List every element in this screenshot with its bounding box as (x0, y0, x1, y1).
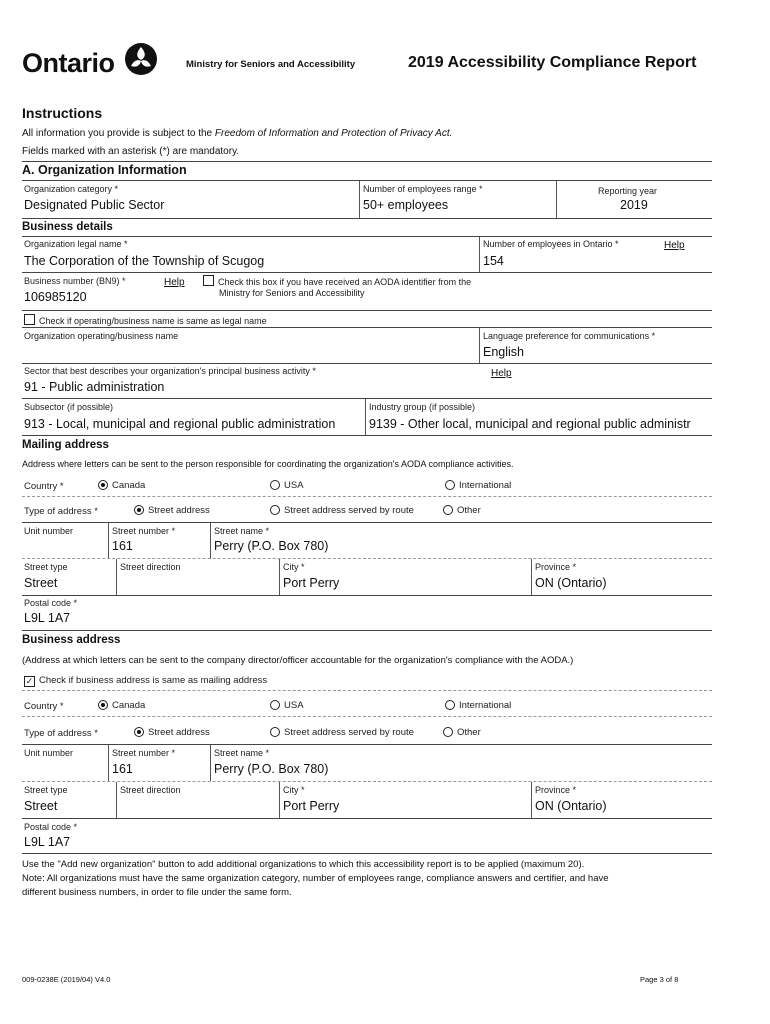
business-street-type-value[interactable]: Street (24, 799, 58, 813)
mailing-type-route-label: Street address served by route (284, 505, 414, 516)
org-category-value[interactable]: Designated Public Sector (24, 198, 165, 212)
mailing-street-type-label: Street type (24, 562, 68, 572)
mailing-postal-label: Postal code * (24, 598, 78, 608)
business-country-canada-label: Canada (112, 700, 146, 711)
radio-selected-icon (98, 700, 108, 710)
business-type-other[interactable] (443, 727, 481, 738)
bn-value[interactable]: 106985120 (24, 290, 87, 304)
employees-range-label: Number of employees range * (363, 184, 483, 194)
radio-selected-icon (134, 727, 144, 737)
checkbox-checked-icon: ✓ (25, 676, 34, 686)
radio-icon (270, 727, 280, 737)
business-country-intl-label: International (459, 700, 512, 711)
report-title: 2019 Accessibility Compliance Report (408, 54, 697, 71)
mailing-type-label: Type of address * (24, 506, 98, 517)
mailing-unit-label: Unit number (24, 526, 74, 536)
industry-label: Industry group (if possible) (369, 402, 476, 412)
business-address-desc: (Address at which letters can be sent to the company director/officer accountable for the organization's compliance with the AODA.) (22, 655, 574, 666)
radio-icon (443, 727, 453, 737)
mailing-province-label: Province * (535, 562, 577, 572)
business-country-intl[interactable] (445, 700, 511, 711)
aoda-check-line2: Ministry for Seniors and Accessibility (219, 288, 365, 298)
radio-icon (443, 505, 453, 515)
business-unit-label: Unit number (24, 748, 74, 758)
business-type-street-label: Street address (148, 727, 210, 738)
mailing-type-street-label: Street address (148, 505, 210, 516)
foi-act-name: Freedom of Information and Protection of Privacy Act. (214, 128, 453, 139)
mailing-type-street[interactable] (134, 505, 210, 516)
ontario-employees-value[interactable]: 154 (483, 254, 504, 268)
ontario-employees-label: Number of employees in Ontario * (483, 239, 619, 249)
mailing-street-number-value[interactable]: 161 (112, 539, 133, 553)
checkbox-icon (203, 275, 214, 286)
subsector-label: Subsector (if possible) (24, 402, 114, 412)
business-country-usa[interactable] (270, 700, 304, 711)
legal-name-value[interactable]: The Corporation of the Township of Scugog (24, 254, 265, 268)
radio-icon (270, 505, 280, 515)
mailing-province-value[interactable]: ON (Ontario) (535, 576, 607, 590)
mailing-desc: Address where letters can be sent to the person responsible for coordinating the organization's AODA compliance activities. (22, 459, 514, 469)
mailing-city-value[interactable]: Port Perry (283, 576, 340, 590)
ministry-name: Ministry for Seniors and Accessibility (186, 59, 356, 70)
ontario-logo (22, 48, 115, 79)
mailing-heading: Mailing address (22, 439, 109, 451)
note-add-organization: Use the "Add new organization" button to add additional organizations to which this accessibility report is to be applied (maximum 20). (22, 859, 585, 870)
mailing-postal-value[interactable]: L9L 1A7 (24, 611, 71, 625)
mailing-country-canada-label: Canada (112, 480, 146, 491)
section-a-heading: A. Organization Information (22, 163, 187, 177)
instructions-line2: Fields marked with an asterisk (*) are mandatory. (22, 146, 240, 157)
same-name-checkbox[interactable] (24, 314, 267, 326)
instructions-line1 (22, 128, 452, 139)
sector-label: Sector that best describes your organization's principal business activity * (24, 366, 316, 376)
mailing-type-route[interactable] (270, 505, 414, 516)
note-requirements-line1: Note: All organizations must have the same organization category, number of employees range, compliance answers and certifier, and have (22, 873, 609, 884)
mailing-country-canada[interactable] (98, 480, 145, 491)
mailing-street-number-label: Street number * (112, 526, 176, 536)
business-street-number-value[interactable]: 161 (112, 762, 133, 776)
language-label: Language preference for communications * (483, 331, 656, 341)
business-type-route-label: Street address served by route (284, 727, 414, 738)
business-country-canada[interactable] (98, 700, 145, 711)
same-address-checkbox[interactable] (24, 675, 267, 687)
ontario-wordmark: Ontario (22, 48, 115, 78)
aoda-check-line1: Check this box if you have received an AODA identifier from the (218, 277, 472, 287)
industry-value[interactable]: 9139 - Other local, municipal and regional public administr (369, 417, 691, 431)
business-type-label: Type of address * (24, 728, 98, 739)
operating-name-label: Organization operating/business name (24, 331, 179, 341)
same-name-check-label: Check if operating/business name is same as legal name (39, 316, 267, 326)
help-link-bn[interactable]: Help (164, 277, 185, 288)
same-address-check-label: Check if business address is same as mailing address (39, 675, 268, 686)
help-link-employees[interactable]: Help (664, 240, 685, 251)
mailing-type-other[interactable] (443, 505, 481, 516)
mailing-street-type-value[interactable]: Street (24, 576, 58, 590)
instructions-heading: Instructions (22, 105, 103, 121)
mailing-street-name-value[interactable]: Perry (P.O. Box 780) (214, 539, 329, 553)
business-type-other-label: Other (457, 727, 481, 738)
reporting-year-value: 2019 (620, 198, 648, 212)
mailing-country-intl-label: International (459, 480, 512, 491)
bn-label: Business number (BN9) * (24, 276, 126, 286)
mailing-country-usa-label: USA (284, 480, 304, 491)
checkbox-icon (24, 314, 35, 325)
business-street-name-value[interactable]: Perry (P.O. Box 780) (214, 762, 329, 776)
instructions-prefix: All information you provide is subject to the (22, 128, 215, 139)
subsector-value[interactable]: 913 - Local, municipal and regional public administration (24, 417, 336, 431)
radio-selected-icon (98, 480, 108, 490)
radio-icon (270, 480, 280, 490)
mailing-street-direction-label: Street direction (120, 562, 181, 572)
page-number: Page 3 of 8 (640, 975, 679, 984)
reporting-year-label: Reporting year (598, 186, 658, 196)
business-details-heading: Business details (22, 221, 113, 233)
mailing-city-label: City * (283, 562, 305, 572)
radio-icon (270, 700, 280, 710)
org-category-label: Organization category * (24, 184, 119, 194)
business-country-label: Country * (24, 701, 64, 712)
language-value[interactable]: English (483, 345, 524, 359)
business-type-street[interactable] (134, 727, 210, 738)
business-street-number-label: Street number * (112, 748, 176, 758)
business-postal-value[interactable]: L9L 1A7 (24, 835, 71, 849)
legal-name-label: Organization legal name * (24, 239, 128, 249)
radio-icon (445, 480, 455, 490)
trillium-icon (124, 42, 158, 76)
business-type-route[interactable] (270, 727, 414, 738)
mailing-country-label: Country * (24, 481, 64, 492)
mailing-type-other-label: Other (457, 505, 481, 516)
radio-icon (445, 700, 455, 710)
mailing-street-name-label: Street name * (214, 526, 270, 536)
radio-selected-icon (134, 505, 144, 515)
business-street-type-label: Street type (24, 785, 68, 795)
business-city-label: City * (283, 785, 305, 795)
business-street-direction-label: Street direction (120, 785, 181, 795)
mailing-country-usa[interactable] (270, 480, 304, 491)
sector-value[interactable]: 91 - Public administration (24, 380, 165, 394)
business-address-heading: Business address (22, 634, 121, 646)
employees-range-value[interactable]: 50+ employees (363, 198, 449, 212)
business-city-value[interactable]: Port Perry (283, 799, 340, 813)
aoda-identifier-checkbox[interactable] (203, 275, 471, 287)
form-code: 009-0238E (2019/04) V4.0 (22, 975, 111, 984)
business-province-value[interactable]: ON (Ontario) (535, 799, 607, 813)
business-postal-label: Postal code * (24, 822, 78, 832)
help-link-sector[interactable]: Help (491, 368, 512, 379)
note-requirements-line2: different business numbers, in order to file under the same form. (22, 887, 292, 898)
mailing-country-intl[interactable] (445, 480, 511, 491)
business-street-name-label: Street name * (214, 748, 270, 758)
business-country-usa-label: USA (284, 700, 304, 711)
business-province-label: Province * (535, 785, 577, 795)
